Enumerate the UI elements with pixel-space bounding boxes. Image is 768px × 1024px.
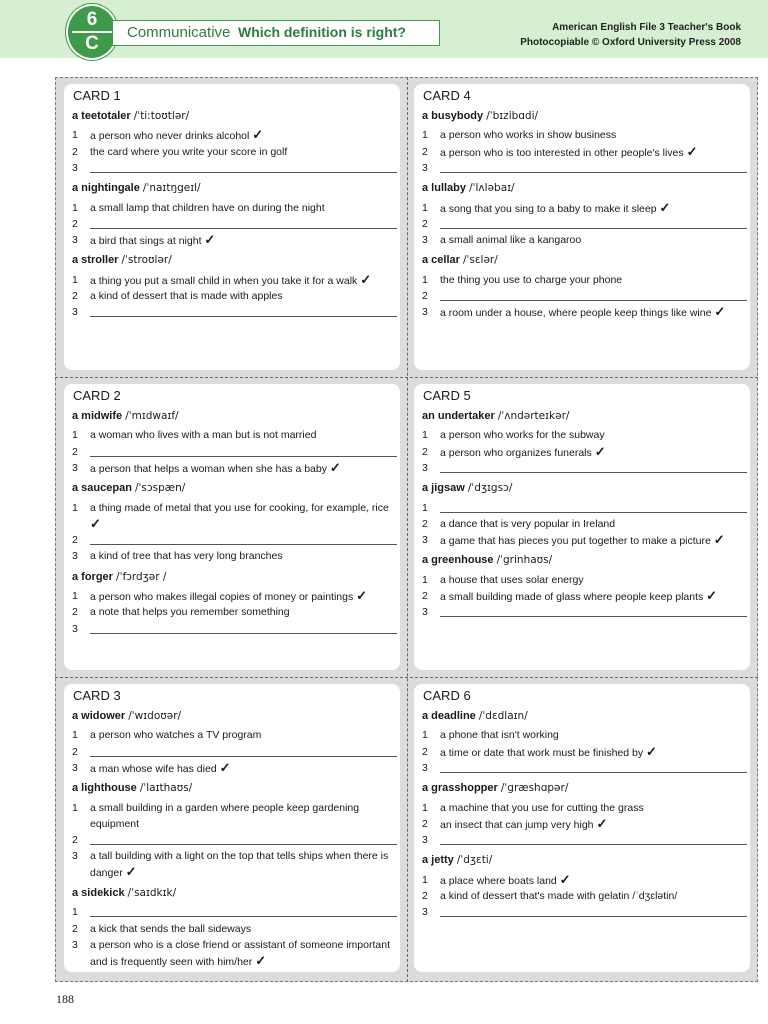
answer-blank-line[interactable] (440, 512, 747, 513)
headword: a forger (72, 570, 113, 583)
entry-word (422, 182, 515, 194)
answer-blank-line[interactable] (90, 844, 397, 845)
headword: a saucepan (72, 482, 132, 495)
headword: a stroller (72, 254, 119, 267)
option-number: 3 (72, 461, 78, 474)
card-title: CARD 4 (423, 88, 471, 103)
entry-word (72, 110, 189, 122)
option-number: 3 (422, 306, 428, 319)
entry-word (72, 710, 181, 722)
option-text-wrap (440, 304, 745, 321)
option-number: 2 (422, 145, 428, 158)
option-text-wrap (90, 232, 395, 249)
answer-blank-line[interactable] (90, 228, 397, 229)
option-text-wrap (90, 427, 395, 443)
option-number: 3 (422, 834, 428, 847)
option-text: a person who organizes funerals (440, 446, 592, 459)
option-number: 3 (422, 161, 428, 174)
option-number: 2 (422, 517, 428, 530)
entry-word (72, 887, 176, 899)
option-text: a kind of dessert that is made with apples (90, 290, 283, 302)
option-text: a machine that you use for cutting the grass (440, 801, 644, 814)
pronunciation: /ˈdʒɪgsɔ/ (467, 482, 513, 495)
option-number: 3 (72, 234, 78, 247)
option-number: 1 (422, 129, 428, 142)
option-number: 3 (422, 761, 428, 774)
checkmark-icon: ✓ (596, 815, 608, 831)
answer-blank-line[interactable] (440, 616, 747, 617)
option-text-wrap (440, 572, 745, 588)
option-text: a kind of dessert that's made with gelatin /ˈdʒɛlətin/ (440, 890, 678, 902)
option-text-wrap (440, 272, 745, 288)
option-text-wrap (440, 427, 745, 443)
option-text-wrap (440, 872, 745, 889)
entry-word (422, 710, 528, 722)
badge-letter: C (85, 33, 99, 54)
answer-blank-line[interactable] (440, 472, 747, 473)
headword: a jigsaw (422, 482, 465, 495)
card-title: CARD 6 (423, 688, 471, 703)
answer-blank-line[interactable] (90, 633, 397, 634)
option-number: 3 (72, 550, 78, 563)
option-text: the card where you write your score in golf (90, 145, 288, 158)
option-number: 1 (72, 201, 78, 214)
option-number: 3 (422, 606, 428, 619)
option-text: a small building in a garden where people keep gardening equipment (90, 801, 360, 830)
pronunciation: /ˈfɔrdʒər / (116, 570, 167, 583)
checkmark-icon: ✓ (90, 515, 101, 531)
entry-word (422, 782, 568, 794)
option-number: 3 (422, 906, 428, 919)
entry-word (422, 410, 569, 422)
pronunciation: /ˈstroʊlər/ (121, 254, 172, 267)
headword: a grasshopper (422, 782, 498, 795)
option-text: a person that helps a woman when she has a baby (90, 462, 327, 475)
option-number: 1 (72, 429, 78, 442)
headword: a sidekick (72, 887, 125, 899)
option-text-wrap (440, 816, 745, 833)
option-text: a person who works in show business (440, 129, 617, 142)
checkmark-icon: ✓ (204, 232, 216, 248)
option-number: 3 (72, 761, 78, 774)
lesson-badge (66, 4, 118, 60)
answer-blank-line[interactable] (440, 300, 747, 301)
option-number: 2 (422, 890, 428, 902)
option-text-wrap (90, 588, 395, 605)
option-text: the thing you use to charge your phone (440, 273, 623, 286)
pronunciation: /ˈdɛdlaɪn/ (478, 710, 528, 722)
answer-blank-line[interactable] (90, 316, 397, 317)
option-text-wrap (440, 200, 745, 217)
option-number: 2 (422, 817, 428, 830)
answer-blank-line[interactable] (440, 916, 747, 917)
option-number: 1 (422, 729, 428, 742)
option-text-wrap (440, 888, 745, 904)
checkmark-icon: ✓ (329, 459, 341, 475)
checkmark-icon: ✓ (360, 271, 372, 287)
headword: a teetotaler (72, 110, 131, 122)
pronunciation: /ˈdʒɛti/ (456, 854, 493, 867)
pronunciation: /ˈsɔspæn/ (134, 482, 186, 495)
entry-word (72, 410, 179, 422)
option-text: a bird that sings at night (90, 235, 202, 248)
pronunciation: /ˈtiːtoʊtlər/ (133, 110, 190, 122)
option-text: a man whose wife has died (90, 762, 217, 775)
cut-line-horizontal (55, 377, 758, 378)
title-main: Which definition is right? (238, 24, 406, 40)
option-text-wrap (90, 727, 395, 743)
option-text-wrap (90, 288, 395, 304)
pronunciation: /ˈgræshɑpər/ (500, 782, 569, 795)
card-title: CARD 1 (73, 88, 121, 103)
option-text-wrap (90, 848, 395, 881)
answer-blank-line[interactable] (440, 772, 747, 773)
option-number: 3 (422, 534, 428, 547)
option-text: a person who is too interested in other people's lives (440, 146, 684, 159)
checkmark-icon: ✓ (713, 532, 725, 548)
option-text-wrap (90, 604, 395, 620)
book-title: American English File 3 Teacher's Book (552, 22, 741, 33)
option-number: 2 (422, 745, 428, 758)
pronunciation: /ˈlʌləbaɪ/ (469, 182, 515, 195)
option-number: 1 (422, 873, 428, 886)
title-category: Communicative (127, 24, 231, 41)
option-text-wrap (90, 460, 395, 477)
option-text: a person who is a close friend or assistant of someone important and is frequently seen with him/her (90, 938, 390, 968)
pronunciation: /ˈwɪdoʊər/ (128, 710, 182, 722)
option-number: 1 (422, 429, 428, 442)
card-title: CARD 2 (73, 388, 121, 403)
option-text: a tall building with a light on the top that tells ships when there is danger (90, 850, 389, 880)
option-text-wrap (440, 144, 745, 161)
option-number: 2 (422, 590, 428, 602)
headword: a cellar (422, 254, 460, 267)
answer-blank-line[interactable] (440, 228, 747, 229)
option-text: a woman who lives with a man but is not married (90, 429, 317, 442)
option-text: a dance that is very popular in Ireland (440, 517, 616, 530)
option-number: 1 (422, 801, 428, 814)
option-text-wrap (440, 532, 745, 549)
pronunciation: /ˈsɛlər/ (462, 254, 498, 267)
headword: a lighthouse (72, 782, 137, 795)
option-number: 2 (72, 922, 78, 935)
option-text: a song that you sing to a baby to make it sleep (440, 202, 657, 215)
checkmark-icon: ✓ (125, 864, 137, 880)
option-number: 2 (72, 745, 78, 758)
option-text-wrap (440, 744, 745, 761)
entry-word (422, 254, 498, 266)
answer-blank-line[interactable] (440, 172, 747, 173)
option-text: a house that uses solar energy (440, 573, 584, 586)
option-number: 1 (72, 729, 78, 742)
card-title: CARD 3 (73, 688, 121, 703)
option-number: 3 (72, 622, 78, 635)
option-text: a thing made of metal that you use for cooking, for example, rice (90, 501, 389, 514)
checkmark-icon: ✓ (646, 743, 657, 759)
answer-blank-line[interactable] (90, 456, 397, 457)
option-text-wrap (90, 500, 395, 533)
card-4 (414, 384, 750, 670)
option-text: a person who watches a TV program (90, 729, 262, 742)
option-text-wrap (90, 548, 395, 564)
checkmark-icon: ✓ (594, 443, 606, 459)
checkmark-icon: ✓ (714, 304, 726, 320)
option-number: 1 (72, 273, 78, 286)
option-number: 2 (72, 606, 78, 619)
headword: a busybody (422, 110, 484, 122)
option-text: a person who works for the subway (440, 429, 605, 442)
option-text: a time or date that work must be finished by (440, 746, 644, 759)
option-number: 2 (422, 217, 428, 230)
option-text-wrap (90, 127, 395, 144)
option-number: 1 (422, 501, 428, 514)
option-number: 2 (72, 217, 78, 230)
option-text: a small lamp that children have on during the night (90, 201, 325, 214)
entry-word (72, 782, 192, 794)
card-1 (64, 84, 400, 370)
option-text-wrap (90, 200, 395, 216)
option-number: 3 (72, 306, 78, 319)
checkmark-icon: ✓ (252, 127, 264, 143)
option-text: a person who makes illegal copies of money or paintings (90, 591, 354, 603)
option-text: a kick that sends the ball sideways (90, 922, 252, 935)
entry-word (422, 854, 492, 866)
option-text-wrap (440, 800, 745, 816)
worksheet-title (112, 20, 440, 46)
option-text: a small animal like a kangaroo (440, 234, 582, 247)
headword: a widower (72, 710, 126, 722)
checkmark-icon: ✓ (559, 871, 571, 887)
pronunciation: /ˈlaɪthaʊs/ (139, 782, 193, 795)
option-number: 3 (72, 938, 78, 951)
entry-word (72, 482, 185, 494)
option-number: 2 (72, 290, 78, 302)
option-number: 3 (422, 234, 428, 247)
entry-word (72, 182, 201, 194)
option-number: 2 (422, 290, 428, 302)
pronunciation: /ˈsaɪdkɪk/ (127, 887, 177, 899)
option-number: 1 (422, 201, 428, 214)
option-text: a room under a house, where people keep things like wine (440, 307, 712, 320)
page-header (0, 0, 768, 58)
option-text: a note that helps you remember something (90, 606, 290, 619)
pronunciation: /ˈbɪzibɑdi/ (486, 110, 539, 122)
entry-word (422, 554, 552, 566)
option-number: 1 (422, 573, 428, 586)
badge-number: 6 (86, 9, 98, 30)
option-number: 1 (72, 129, 78, 142)
headword: a deadline (422, 710, 476, 722)
pronunciation: /ˈmɪdwaɪf/ (125, 410, 179, 422)
option-text: a kind of tree that has very long branches (90, 550, 283, 563)
option-number: 2 (72, 534, 78, 547)
card-title: CARD 5 (423, 388, 471, 403)
option-number: 2 (422, 445, 428, 458)
cut-line-vertical (407, 77, 408, 982)
card-5 (64, 684, 400, 972)
option-text: a phone that isn't working (440, 729, 559, 742)
option-text: a place where boats land (440, 874, 557, 887)
option-number: 1 (422, 273, 428, 286)
headword: a nightingale (72, 182, 140, 195)
option-text-wrap (90, 937, 395, 970)
checkmark-icon: ✓ (706, 588, 718, 603)
pronunciation: /ˈnaɪtŋgeɪl/ (142, 182, 201, 195)
cut-line-horizontal (55, 677, 758, 678)
answer-blank-line[interactable] (90, 544, 397, 545)
option-text-wrap (440, 727, 745, 743)
card-6 (414, 684, 750, 972)
option-text-wrap (440, 516, 745, 532)
option-text: a game that has pieces you put together to make a picture (440, 535, 711, 548)
option-text-wrap (440, 232, 745, 248)
entry-word (422, 482, 512, 494)
headword: a jetty (422, 854, 454, 867)
answer-blank-line[interactable] (90, 756, 397, 757)
option-text: a small building made of glass where people keep plants (440, 591, 704, 603)
option-number: 2 (72, 145, 78, 158)
headword: a lullaby (422, 182, 467, 195)
checkmark-icon: ✓ (686, 143, 698, 159)
checkmark-icon: ✓ (659, 199, 671, 215)
headword: a midwife (72, 410, 123, 422)
pronunciation: /ˈgrinhaʊs/ (496, 554, 553, 567)
option-text: an insect that can jump very high (440, 818, 594, 831)
answer-blank-line[interactable] (90, 916, 397, 917)
option-number: 2 (72, 834, 78, 847)
checkmark-icon: ✓ (356, 588, 368, 603)
card-3 (64, 384, 400, 670)
option-number: 3 (422, 461, 428, 474)
entry-word (422, 110, 538, 122)
option-number: 3 (72, 850, 78, 863)
option-text-wrap (90, 921, 395, 937)
headword: an undertaker (422, 410, 495, 422)
option-number: 1 (72, 590, 78, 602)
pronunciation: /ˈʌndərteɪkər/ (497, 410, 570, 422)
page-number: 188 (56, 992, 74, 1006)
checkmark-icon: ✓ (255, 952, 267, 968)
option-number: 1 (72, 801, 78, 814)
option-number: 1 (72, 906, 78, 919)
option-text-wrap (440, 588, 745, 605)
answer-blank-line[interactable] (90, 172, 397, 173)
option-text: a person who never drinks alcohol (90, 130, 250, 143)
option-text: a thing you put a small child in when you take it for a walk (90, 274, 358, 287)
answer-blank-line[interactable] (440, 844, 747, 845)
option-text-wrap (90, 272, 395, 289)
option-text-wrap (90, 144, 395, 160)
card-2 (414, 84, 750, 370)
option-text-wrap (90, 760, 395, 777)
checkmark-icon: ✓ (219, 759, 231, 775)
headword: a greenhouse (422, 554, 494, 567)
option-text-wrap (90, 800, 395, 832)
option-text-wrap (440, 127, 745, 143)
copyright-line: Photocopiable © Oxford University Press 2008 (520, 37, 741, 48)
option-text-wrap (440, 444, 745, 461)
entry-word (72, 254, 172, 266)
entry-word (72, 571, 166, 583)
option-number: 1 (72, 501, 78, 514)
option-number: 3 (72, 161, 78, 174)
option-number: 2 (72, 445, 78, 458)
